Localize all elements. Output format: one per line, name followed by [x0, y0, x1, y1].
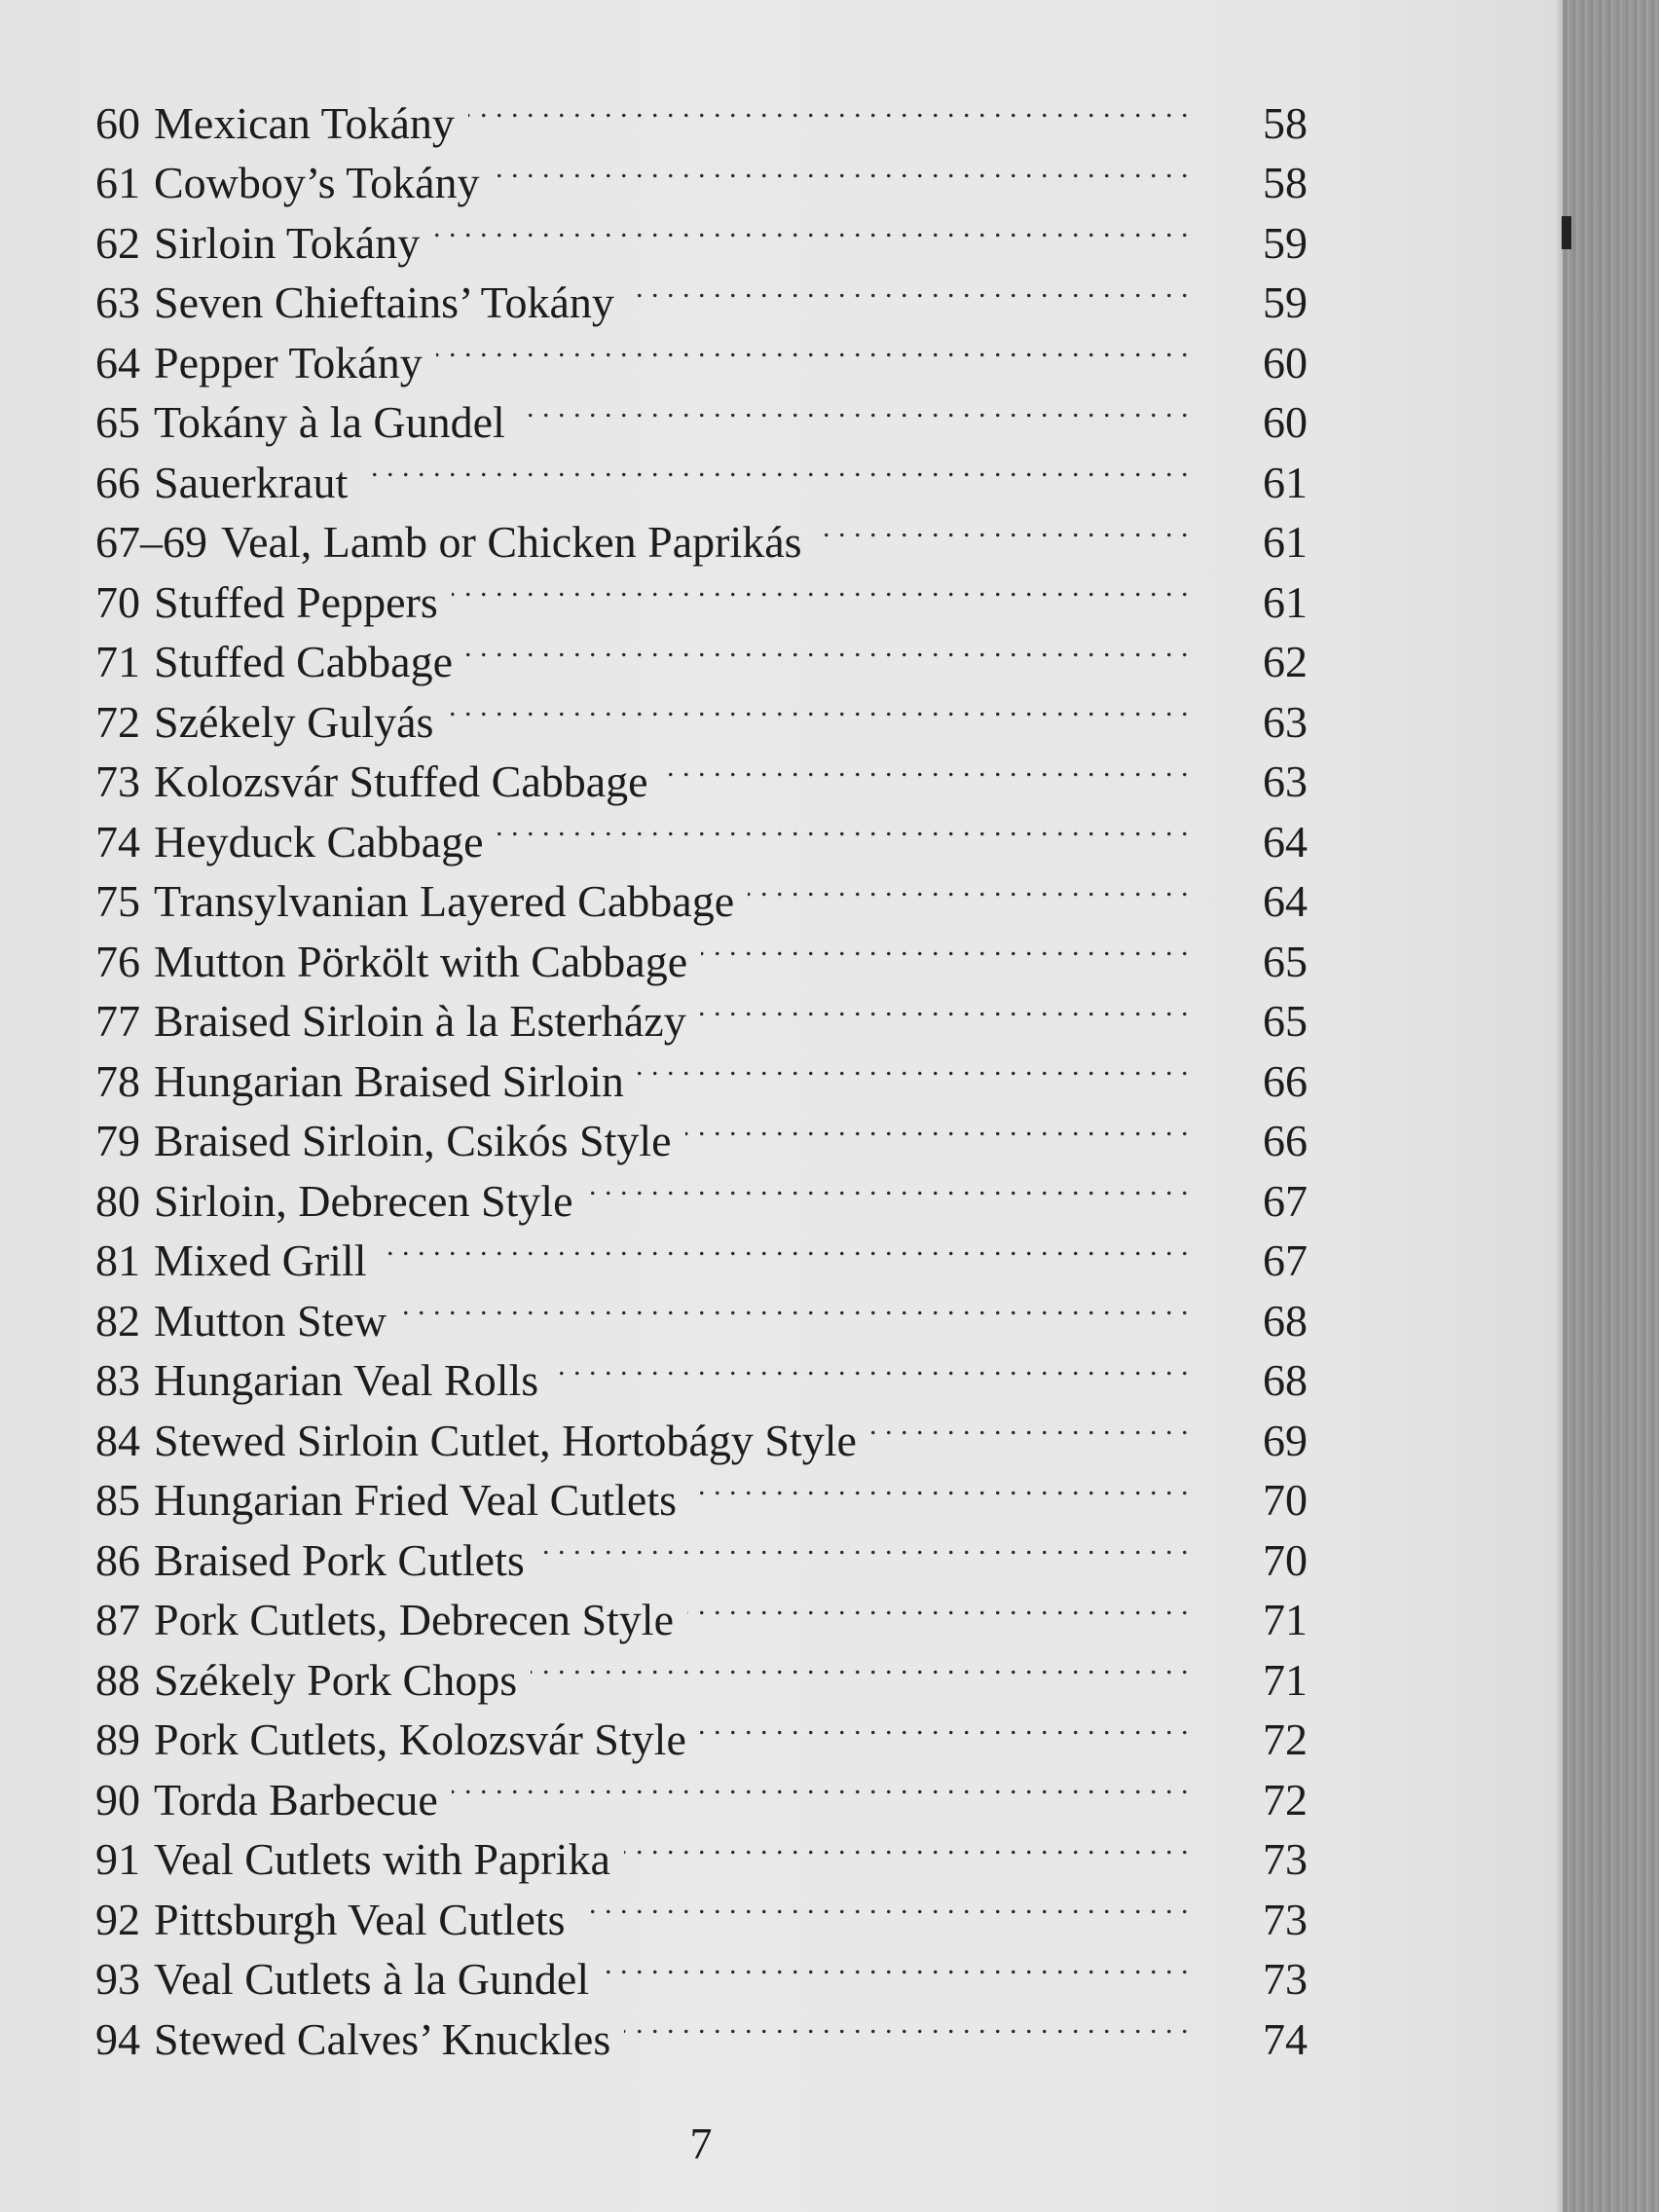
- dot-leader: [552, 1336, 1189, 1396]
- recipe-title: Tokány à la Gundel: [154, 397, 505, 447]
- recipe-title: Heyduck Cabbage: [154, 816, 484, 866]
- recipe-title: Pork Cutlets, Kolozsvár Style: [154, 1714, 686, 1764]
- dot-leader: [468, 78, 1189, 138]
- recipe-number: 94: [95, 2013, 140, 2064]
- recipe-page-number: 70: [1263, 1534, 1308, 1585]
- recipe-page-number: 69: [1263, 1415, 1308, 1465]
- recipe-page-number: 73: [1263, 1954, 1308, 2004]
- dot-leader: [538, 1515, 1189, 1575]
- dot-leader: [687, 1575, 1189, 1636]
- dot-leader: [638, 1036, 1189, 1096]
- recipe-title: Stewed Calves’ Knuckles: [154, 2013, 611, 2064]
- dot-leader: [579, 1874, 1189, 1935]
- dot-leader: [587, 1156, 1189, 1216]
- dot-leader: [628, 258, 1189, 318]
- recipe-number: 74: [95, 816, 140, 866]
- recipe-title: Sauerkraut: [154, 457, 349, 507]
- recipe-title: Mutton Stew: [154, 1295, 387, 1346]
- recipe-number: 61: [95, 158, 140, 207]
- dot-leader: [531, 1635, 1189, 1695]
- recipe-page-number: 73: [1263, 1894, 1308, 1944]
- page-number: 7: [689, 2119, 713, 2168]
- dot-leader: [690, 1456, 1189, 1516]
- recipe-page-number: 67: [1263, 1175, 1308, 1226]
- recipe-page-number: 61: [1263, 457, 1308, 507]
- recipe-number: 63: [95, 277, 140, 327]
- dot-leader: [452, 1754, 1189, 1815]
- recipe-page-number: 63: [1263, 696, 1308, 747]
- recipe-page-number: 58: [1263, 97, 1308, 148]
- recipe-page-number: 74: [1263, 2013, 1308, 2064]
- dot-leader: [624, 1815, 1189, 1875]
- dot-leader: [447, 677, 1189, 737]
- recipe-page-number: 64: [1263, 876, 1308, 926]
- recipe-page-number: 59: [1263, 217, 1308, 268]
- recipe-page-number: 73: [1263, 1834, 1308, 1884]
- recipe-title: Veal Cutlets à la Gundel: [154, 1954, 590, 2004]
- recipe-number: 66: [95, 457, 140, 507]
- recipe-number: 82: [95, 1295, 140, 1346]
- recipe-page-number: 62: [1263, 637, 1308, 686]
- recipe-number: 91: [95, 1834, 140, 1884]
- table-of-contents: [95, 78, 1308, 2064]
- book-gutter: [1563, 0, 1659, 2212]
- recipe-page-number: 59: [1263, 277, 1308, 327]
- recipe-page-number: 67: [1263, 1235, 1308, 1285]
- recipe-number: 73: [95, 756, 140, 806]
- dot-leader: [380, 1216, 1189, 1276]
- dot-leader: [361, 437, 1189, 498]
- recipe-page-number: 65: [1263, 936, 1308, 986]
- recipe-title: Veal, Lamb or Chicken Paprikás: [221, 517, 802, 567]
- recipe-title: Kolozsvár Stuffed Cabbage: [154, 756, 648, 806]
- recipe-title: Mixed Grill: [154, 1235, 367, 1285]
- recipe-number: 86: [95, 1534, 140, 1585]
- recipe-number: 84: [95, 1415, 140, 1465]
- recipe-title: Pork Cutlets, Debrecen Style: [154, 1595, 675, 1644]
- recipe-page-number: 61: [1263, 517, 1308, 567]
- recipe-number: 77: [95, 996, 140, 1046]
- dot-leader: [685, 1096, 1189, 1157]
- recipe-number: 88: [95, 1654, 140, 1705]
- recipe-number: 92: [95, 1894, 140, 1944]
- recipe-number: 71: [95, 637, 140, 686]
- recipe-title: Székely Pork Chops: [154, 1654, 518, 1705]
- recipe-title: Braised Sirloin, Csikós Style: [154, 1116, 672, 1165]
- recipe-title: Hungarian Braised Sirloin: [154, 1055, 624, 1106]
- recipe-number: 65: [95, 397, 140, 447]
- recipe-title: Sirloin, Debrecen Style: [154, 1175, 573, 1226]
- recipe-title: Braised Pork Cutlets: [154, 1534, 525, 1585]
- recipe-title: Seven Chieftains’ Tokány: [154, 277, 614, 327]
- recipe-page-number: 66: [1263, 1116, 1308, 1165]
- recipe-title: Braised Sirloin à la Esterházy: [154, 996, 686, 1046]
- recipe-number: 64: [95, 337, 140, 387]
- recipe-title: Székely Gulyás: [154, 696, 434, 747]
- recipe-number: 76: [95, 936, 140, 986]
- recipe-number: 60: [95, 97, 140, 148]
- recipe-page-number: 71: [1263, 1654, 1308, 1705]
- recipe-title: Stuffed Cabbage: [154, 637, 454, 686]
- toc-entry: [95, 78, 1308, 148]
- recipe-title: Stewed Sirloin Cutlet, Hortobágy Style: [154, 1415, 857, 1465]
- dot-leader: [662, 737, 1189, 797]
- recipe-title: Veal Cutlets with Paprika: [154, 1834, 610, 1884]
- recipe-number: 75: [95, 876, 140, 926]
- recipe-title: Torda Barbecue: [154, 1774, 438, 1825]
- recipe-number: 78: [95, 1055, 140, 1106]
- recipe-number: 72: [95, 696, 140, 747]
- recipe-number: 93: [95, 1954, 140, 2004]
- recipe-number: 81: [95, 1235, 140, 1285]
- recipe-number: 79: [95, 1116, 140, 1165]
- recipe-page-number: 71: [1263, 1595, 1308, 1644]
- recipe-title: Sirloin Tokány: [154, 217, 421, 268]
- recipe-title: Stuffed Peppers: [154, 576, 438, 627]
- dot-leader: [452, 557, 1189, 617]
- recipe-number: 89: [95, 1714, 140, 1764]
- dot-leader: [624, 1994, 1189, 2054]
- dot-leader: [700, 977, 1189, 1037]
- dot-leader: [816, 498, 1189, 558]
- dot-leader: [400, 1275, 1189, 1336]
- dot-leader: [433, 198, 1189, 258]
- recipe-title: Pepper Tokány: [154, 337, 423, 387]
- recipe-number: 90: [95, 1774, 140, 1825]
- recipe-page-number: 68: [1263, 1295, 1308, 1346]
- recipe-page-number: 63: [1263, 756, 1308, 806]
- recipe-title: Pittsburgh Veal Cutlets: [154, 1894, 566, 1944]
- recipe-number: 83: [95, 1355, 140, 1405]
- dot-leader: [494, 138, 1189, 199]
- dot-leader: [701, 916, 1189, 977]
- dot-leader: [519, 378, 1189, 438]
- dot-leader: [748, 857, 1189, 917]
- recipe-title: Cowboy’s Tokány: [154, 158, 480, 207]
- dot-leader: [700, 1695, 1189, 1755]
- recipe-title: Transylvanian Layered Cabbage: [154, 876, 735, 926]
- recipe-page-number: 60: [1263, 397, 1308, 447]
- recipe-number: 80: [95, 1175, 140, 1226]
- recipe-title: Mexican Tokány: [154, 97, 455, 148]
- dot-leader: [436, 317, 1189, 378]
- recipe-page-number: 70: [1263, 1475, 1308, 1525]
- recipe-page-number: 68: [1263, 1355, 1308, 1405]
- recipe-page-number: 61: [1263, 576, 1308, 627]
- dot-leader: [870, 1395, 1189, 1456]
- recipe-page-number: 72: [1263, 1714, 1308, 1764]
- recipe-page-number: 64: [1263, 816, 1308, 866]
- recipe-page-number: 65: [1263, 996, 1308, 1046]
- recipe-page-number: 60: [1263, 337, 1308, 387]
- page-edge-mark: [1562, 216, 1571, 249]
- recipe-page-number: 58: [1263, 158, 1308, 207]
- recipe-number: 70: [95, 576, 140, 627]
- recipe-page-number: 66: [1263, 1055, 1308, 1106]
- recipe-title: Hungarian Fried Veal Cutlets: [154, 1475, 677, 1525]
- recipe-number: 62: [95, 217, 140, 268]
- recipe-number: 87: [95, 1595, 140, 1644]
- recipe-title: Mutton Pörkölt with Cabbage: [154, 936, 688, 986]
- dot-leader: [603, 1935, 1189, 1995]
- recipe-page-number: 72: [1263, 1774, 1308, 1825]
- recipe-number: 67–69: [95, 517, 207, 567]
- dot-leader: [498, 796, 1190, 857]
- recipe-title: Hungarian Veal Rolls: [154, 1355, 539, 1405]
- recipe-number: 85: [95, 1475, 140, 1525]
- dot-leader: [466, 617, 1189, 678]
